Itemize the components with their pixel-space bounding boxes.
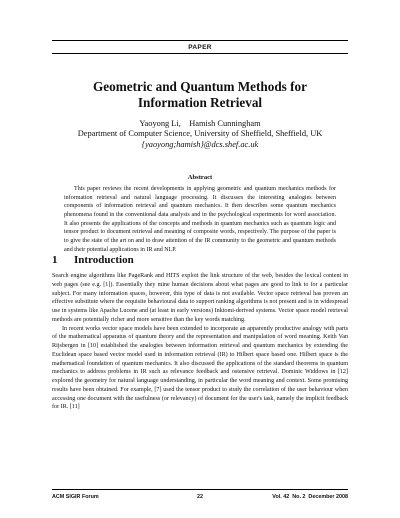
header-top-rule	[52, 40, 348, 41]
section-heading	[52, 254, 348, 267]
section-label: PAPER	[188, 44, 212, 51]
paper-title-line-1: Geometric and Quantum Methods for	[93, 79, 307, 94]
abstract-heading: Abstract	[187, 174, 213, 181]
footer-page-number: 22	[197, 494, 203, 500]
paper-title	[40, 79, 360, 111]
page-footer	[52, 494, 348, 503]
footer-journal: ACM SIGIR Forum	[52, 494, 99, 500]
header-bottom-rule	[52, 53, 348, 54]
author-names: Yaoyong Li, Hamish Cunningham	[139, 119, 261, 128]
footer-volume: Vol. 42 No. 2 December 2008	[272, 494, 348, 500]
section-body	[52, 272, 348, 412]
section-number: 1	[52, 254, 58, 266]
author-block	[20, 119, 380, 150]
author-affiliation: Department of Computer Science, University of Sheffield, Sheffield, UK	[77, 129, 323, 139]
paper-title-line-2: Information Retrieval	[137, 95, 263, 110]
abstract-text: This paper reviews the recent developments in applying geometric and quantum mechanics methods for information retrieval and natural language processing. It discusses the interesting analogies between components of information retrieval and quantum mechanics. It then describes some quantum mechanics phenomena found in the conventional data analysis and in the psychological experiments for word association. It also presents the applications of the concepts and methods in quantum mechanics such as quantum logic and tensor product to document retrieval and meaning of composite words, respectively. The purpose of the paper is to give the state of the art on and to draw attention of the IR community to the geometric and quantum methods and their potential applications in IR and NLP.	[64, 186, 336, 253]
body-paragraph: In recent works vector space models have been extended to incorporate an apparently productive analogy with parts of the mathematical apparatus of quantum theory and the representation and manipulation of word meaning. Keith Van Rijsbergen in [10] established the analogies between information retrieval and quantum mechanics by extending the Euclidean space based vector model used in information retrieval (IR) to Hilbert space based one. Hilbert space is the mathematical foundation of quantum mechanics. It also discussed the applications of the standard theorems in quantum mechanics to address problems in IR such as relevance feedback and ostensive retrieval. Dominic Widdows in [12] explored the geometry for natural language understanding, in particular the word meaning and context. Some promising results have been obtained. For example, [7] used the tensor product to study the correlation of the user behaviour when accessing one document with the usefulness (or relevancy) of document for the user's task, namely the implicit feedback for IR. [11]	[52, 325, 348, 411]
section-title: Introduction	[74, 254, 134, 266]
body-paragraph: Search engine algorithms like PageRank and HITS exploit the link structure of the web, besides the lexical content in web pages (see e.g. [1]). Essentially they mine human decisions about what pages are good to link to for a particular subject. For many information spaces, however, this type of data is not available. Vector space retrieval has proven an effective substitute where the requisite behavioural data to support ranking algorithms is not present and is in widespread use in systems like Apache Lucene and (at least in early versions) Inktomi-derived systems. Vector space model retrieval methods are potentially richer and more sensitive than the key words matching.	[52, 273, 348, 323]
footer-rule	[52, 489, 348, 490]
author-email: {yaoyong;hamish}@dcs.shef.ac.uk	[141, 139, 259, 149]
